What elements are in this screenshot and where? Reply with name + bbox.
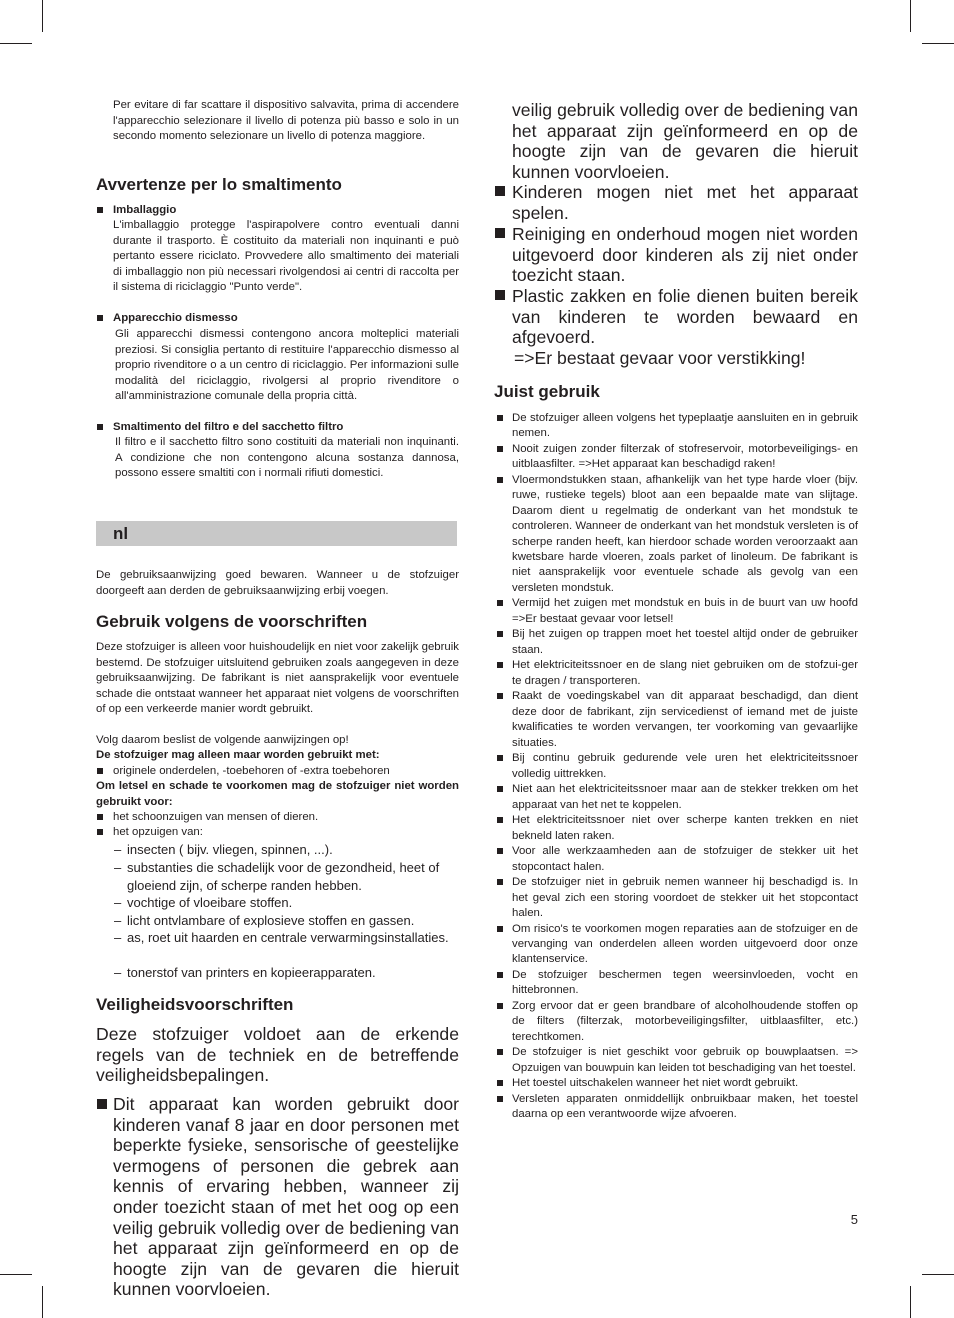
nl-intro: De gebruiksaanwijzing goed bewaren. Wanneer u de stofzuiger doorgeeft aan derden de gebruiksaanwijzing erbij voegen.: [96, 569, 459, 597]
bullet-icon: [497, 415, 503, 421]
bullet-icon: [497, 926, 503, 932]
it-item-title: Smaltimento del filtro e del sacchetto filtro: [113, 421, 344, 433]
bullet-icon: [497, 1096, 503, 1102]
it-item-text: Gli apparecchi dismessi contengono ancora molteplici materiali preziosi. Si consiglia pertanto di restituire l'apparecchio dismesso al proprio rivenditore o a un centro di riciclaggio. Per informazioni sulle modalità del riciclaggio, rivolgersi al proprio rivenditore o all'amministrazione comunale della propria città.: [115, 328, 459, 403]
proper-item: [494, 411, 858, 442]
proper-item: [494, 751, 858, 782]
safety-item: Kinderen mogen niet met het apparaat spelen.: [512, 182, 858, 223]
bullet-icon: [497, 600, 503, 606]
proper-item-text: Zorg ervoor dat er geen brandbare of alcoholhoudende stoffen op de filters (filterzak, motorbeveiligingsfilter, uitblaasfilter, etc.) terechtkomen.: [512, 1000, 858, 1043]
dash-mark: –: [114, 895, 122, 910]
prevent-item: het schoonzuigen van mensen of dieren.: [113, 811, 319, 823]
proper-item-text: Om risico's te voorkomen mogen reparaties aan de stofzuiger en de vervanging van onderdelen alleen worden uitgevoerd door onze klantenservice.: [512, 922, 858, 966]
it-item-text: L'imballaggio protegge l'aspirapolvere contro eventuali danni durante il trasporto. È costituito da materiali non inquinanti e può pertanto essere riciclato. Provvedere allo smaltimento dei materiali di imballaggio non più necessari rivolgendosi ai centri di raccolta per il sistema di riciclaggio "Punto verde".: [113, 219, 459, 294]
prevent-item: het opzuigen van:: [113, 826, 203, 838]
bullet-icon: [497, 1049, 503, 1055]
bullet-icon: [497, 693, 503, 699]
dash-item: insecten ( bijv. vliegen, spinnen, ...).: [127, 842, 333, 857]
use-note: Volg daarom beslist de volgende aanwijzingen op!: [96, 734, 349, 746]
language-label: nl: [113, 524, 129, 543]
use-heading: Gebruik volgens de voorschriften: [96, 612, 368, 631]
safety-heading: Veiligheidsvoorschriften: [96, 995, 294, 1014]
it-item-title: Imballaggio: [113, 204, 177, 216]
safety-item: Plastic zakken en folie dienen buiten bereik van kinderen te worden bewaard en afgevoerd.: [512, 286, 858, 348]
crop-mark: [42, 0, 43, 32]
proper-heading: Juist gebruik: [494, 382, 600, 401]
dash-item: as, roet uit haarden en centrale verwarmingsinstallaties.: [127, 930, 449, 945]
proper-item-text: Raakt de voedingskabel van dit apparaat beschadigd, dan dient deze door de fabrikant, zijn servicedienst of iemand met de juiste kwalificaties te worden vervangen, ter voorkoming van gevaarlijke situaties.: [512, 690, 858, 749]
proper-item: [494, 782, 858, 813]
crop-mark: [910, 0, 911, 32]
proper-item-text: Vloermondstukken staan, afhankelijk van het type harde vloer (bijv. ruwe, rustieke tegels) bloot aan een bepaalde mate van slijtage. Daarom dient u regelmatig de onderkant van het mondstuk te controleren. Wanneer de onderkant van het mondstuk versleten is of scherpe randen heeft, kan hierdoor schade worden veroorzaakt aan kwetsbare harde vloeren, zoals parket of linoleum. De fabrikant is niet aansprakelijk voor eventuele schade als gevolg van een versleten mondstuk.: [512, 474, 858, 594]
it-intro: Per evitare di far scattare il dispositivo salvavita, prima di accendere l'apparecchio selezionare il livello di potenza più basso e solo in un secondo momento selezionare un livello di potenza maggiore.: [113, 99, 459, 143]
bullet-icon: [497, 477, 503, 483]
use-only-item: originele onderdelen, -toebehoren of -extra toebehoren: [113, 765, 390, 777]
it-item-text: Il filtro e il sacchetto filtro sono costituiti da materiali non inquinanti. A condizione che non contengono alcuna sostanza dannosa, possono essere smaltiti con i normali rifiuti domestici.: [115, 436, 459, 480]
dash-item: licht ontvlambare of explosieve stoffen en gassen.: [127, 913, 415, 928]
proper-item: [494, 1076, 858, 1091]
bullet-icon: [97, 829, 103, 835]
proper-item: [494, 473, 858, 596]
bullet-icon: [97, 768, 103, 774]
proper-item-text: Het elektriciteitssnoer en de slang niet gebruiken om de stofzui-ger te dragen / transporteren.: [512, 659, 858, 687]
crop-mark: [0, 43, 32, 44]
bullet-icon: [97, 207, 103, 213]
dash-mark: –: [114, 965, 122, 980]
proper-item-text: Voor alle werkzaamheden aan de stofzuiger de stekker uit het stopcontact halen.: [512, 845, 858, 873]
bullet-icon: [497, 972, 503, 978]
proper-item-text: De stofzuiger beschermen tegen weersinvloeden, vocht en hittebronnen.: [512, 969, 858, 997]
crop-mark: [910, 1286, 911, 1318]
it-disposal-heading: Avvertenze per lo smaltimento: [96, 175, 342, 194]
dash-item: vochtige of vloeibare stoffen.: [127, 895, 293, 910]
page-number: 5: [850, 1212, 858, 1227]
proper-item: [494, 968, 858, 999]
bullet-icon: [497, 446, 503, 452]
language-bar: [96, 521, 457, 546]
bullet-icon: [497, 755, 503, 761]
bullet-icon: [495, 290, 505, 300]
bullet-icon: [97, 814, 103, 820]
proper-item: [494, 875, 858, 921]
crop-mark: [42, 1286, 43, 1318]
bullet-icon: [495, 228, 505, 238]
safety-item-continued: veilig gebruik volledig over de bediening van het apparaat zijn geïnformeerd en op de hoogte zijn van de gevaren die hieruit kunnen voorvloeien.: [512, 100, 858, 182]
bullet-icon: [497, 1003, 503, 1009]
proper-item: [494, 658, 858, 689]
proper-item: [494, 999, 858, 1045]
proper-item: [494, 813, 858, 844]
proper-item-text: Versleten apparaten onmiddellijk onbruikbaar maken, het toestel daarna op een verantwoorde wijze afvoeren.: [512, 1093, 858, 1121]
use-text: Deze stofzuiger is alleen voor huishoudelijk en niet voor zakelijk gebruik bestemd. De stofzuiger uitsluitend gebruiken zoals aangegeven in deze gebruiksaanwijzing. De fabrikant is niet aansprakelijk voor eventuele schade die ontstaat wanneer het apparaat niet volgens de voorschriften of op een verkeerde manier wordt gebruikt.: [96, 641, 459, 716]
proper-item-text: Bij het zuigen op trappen moet het toestel altijd onder de gebruiker staan.: [512, 628, 858, 656]
safety-item: Reiniging en onderhoud mogen niet worden uitgevoerd door kinderen als zij niet onder toezicht staan.: [512, 224, 858, 286]
safety-item: Dit apparaat kan worden gebruikt door kinderen vanaf 8 jaar en door personen met beperkte fysieke, sensorische of geestelijke vermogens of personen die gebrek aan kennis of ervaring hebben, wanneer zij onder toezicht staan of met het oog op een veilig gebruik volledig over de bediening van het apparaat zijn geïnformeerd en op de hoogte zijn van de gevaren die hieruit kunnen voorvloeien.: [113, 1094, 459, 1300]
bullet-icon: [97, 315, 103, 321]
proper-item: [494, 442, 858, 473]
crop-mark: [0, 1274, 32, 1275]
bullet-icon: [97, 424, 103, 430]
bullet-icon: [497, 879, 503, 885]
dash-mark: –: [114, 842, 122, 857]
proper-item-text: Het elektriciteitssnoer niet over scherpe kanten trekken en niet bekneld laten raken.: [512, 814, 858, 842]
proper-item-text: De stofzuiger alleen volgens het typeplaatje aansluiten en in gebruik nemen.: [512, 412, 858, 440]
proper-item: [494, 596, 858, 627]
proper-item-text: Vermijd het zuigen met mondstuk en buis in de buurt van uw hoofd =>Er bestaat gevaar voor letsel!: [512, 597, 858, 625]
crop-mark: [922, 1274, 954, 1275]
dash-mark: –: [114, 860, 122, 875]
dash-item: tonerstof van printers en kopieerapparaten.: [127, 965, 376, 980]
proper-item-text: Bij continu gebruik gedurende vele uren het elektriciteitssnoer volledig uittrekken.: [512, 752, 858, 780]
proper-list: [494, 411, 858, 1123]
proper-item: [494, 922, 858, 968]
proper-item-text: De stofzuiger niet in gebruik nemen wanneer hij beschadigd is. In het geval zich een storing voordoet de stekker uit het stopcontact halen.: [512, 876, 858, 920]
suffocation-warning: =>Er bestaat gevaar voor verstikking!: [514, 348, 806, 368]
safety-intro: Deze stofzuiger voldoet aan de erkende regels van de techniek en de betreffende veiligheidsbepalingen.: [96, 1024, 459, 1086]
dash-mark: –: [114, 913, 122, 928]
proper-item-text: Nooit zuigen zonder filterzak of stofreservoir, motorbeveiligings- en uitblaasfilter. =>Het apparaat kan beschadigd raken!: [512, 443, 858, 471]
it-item-title: Apparecchio dismesso: [113, 312, 238, 324]
bullet-icon: [497, 848, 503, 854]
proper-item: [494, 627, 858, 658]
bullet-icon: [497, 786, 503, 792]
prevent-label: Om letsel en schade te voorkomen mag de stofzuiger niet worden gebruikt voor:: [96, 780, 459, 808]
proper-item: [494, 1092, 858, 1123]
proper-item: [494, 844, 858, 875]
proper-item-text: De stofzuiger is niet geschikt voor gebruik op bouwplaatsen. => Opzuigen van bouwpuin kan leiden tot beschadiging van het toestel.: [512, 1046, 858, 1074]
bullet-icon: [497, 662, 503, 668]
bullet-icon: [497, 1080, 503, 1086]
bullet-icon: [495, 186, 505, 196]
use-only-label: De stofzuiger mag alleen maar worden gebruikt met:: [96, 749, 380, 761]
bullet-icon: [97, 1099, 107, 1109]
proper-item: [494, 1045, 858, 1076]
bullet-icon: [497, 631, 503, 637]
dash-item: substanties die schadelijk voor de gezondheid, heet of gloeiend zijn, of scherpe randen hebben.: [127, 860, 440, 893]
bullet-icon: [497, 817, 503, 823]
proper-item: [494, 689, 858, 751]
proper-item-text: Het toestel uitschakelen wanneer het niet wordt gebruikt.: [512, 1077, 799, 1090]
dash-mark: –: [114, 930, 122, 945]
crop-mark: [922, 43, 954, 44]
proper-item-text: Niet aan het elektriciteitssnoer maar aan de stekker trekken om het apparaat van het net te koppelen.: [512, 783, 858, 811]
